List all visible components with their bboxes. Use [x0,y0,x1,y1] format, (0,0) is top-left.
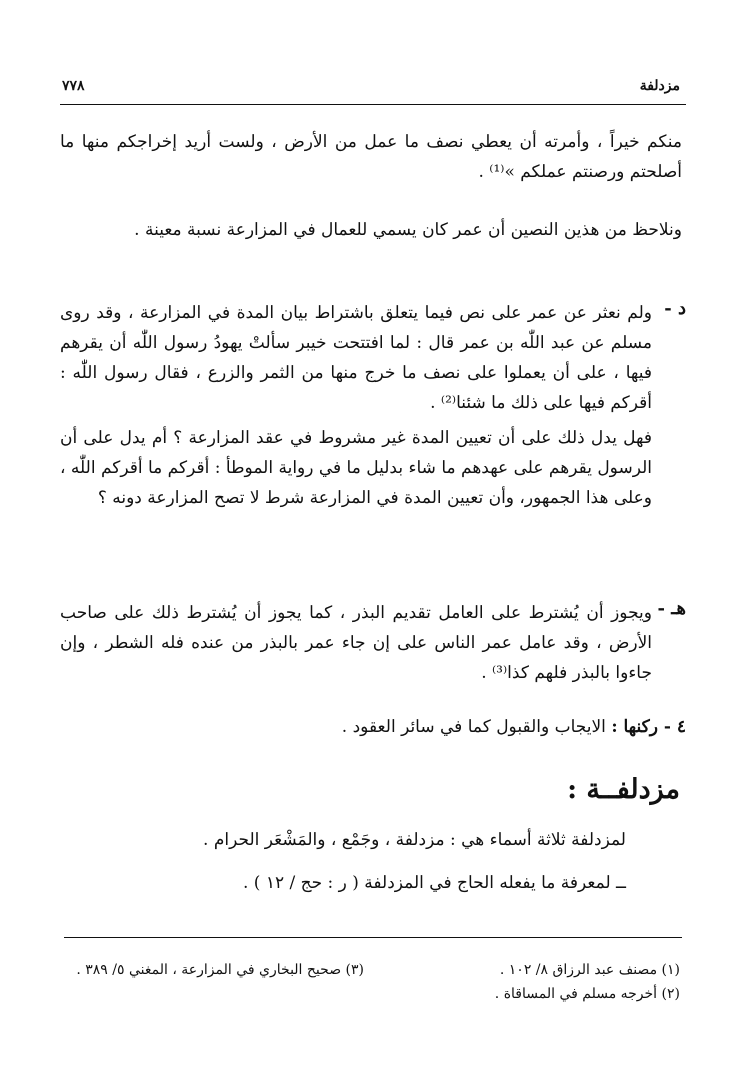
page-number: ٧٧٨ [62,78,85,94]
item-h-text: ويجوز أن يُشترط على العامل تقديم البذر ، كما يجوز أن يُشترط ذلك على صاحب الأرض ، وقد عامل عمر الناس على إن جاء عمر بالبذر من عنده فله الشطر ، وإن جاءوا بالبذر فلهم كذا⁽³⁾ . [60,603,652,683]
paragraph-quote-end: منكم خيراً ، وأمرته أن يعطي نصف ما عمل من الأرض ، ولست أريد إخراجكم منها ما أصلحتم ورصنتم عملكم »⁽¹⁾ . [60,132,682,182]
item-h-marker: هـ - [657,598,686,619]
item-d-continuation: فهل يدل ذلك على أن تعيين المدة غير مشروط في عقد المزارعة ؟ أم يدل على أن الرسول يقرهم على عهدهم ما شاء بدليل ما في رواية الموطأ : أقركم ما أقركم اللّٰه ، وعلى هذا الجمهور، وأن تعيين المدة في المزارعة شرط لا تصح المزارعة دونه ؟ [60,428,652,508]
item-4-label: ٤ - ركنها : [611,717,686,737]
section-line-names: لمزدلفة ثلاثة أسماء هي : مزدلفة ، وجَمْع ، والمَشْعَر الحرام . [203,830,626,850]
footnote-3: (٣) صحيح البخاري في المزارعة ، المغني ٥/ ٣٨٩ . [76,962,364,978]
footnotes-column-left [54,958,364,982]
section-line-reference: ــ لمعرفة ما يفعله الحاج في المزدلفة ( ر : حج / ١٢ ) . [243,873,626,893]
item-d-text: ولم نعثر عن عمر على نص فيما يتعلق باشتراط بيان المدة في المزارعة ، وقد روى مسلم عن عبد اللّٰه بن عمر قال : لما افتتحت خيبر سألتْ يهودُ رسول اللّٰه أن يقرهم فيها ، على أن يعملوا على نصف ما خرج منها من الثمر والزرع ، فقال رسول اللّٰه : أقركم فيها على ذلك ما شئنا⁽²⁾ . [60,303,652,413]
footnote-1: (١) مصنف عبد الرزاق ٨/ ١٠٢ . [499,962,680,978]
section-heading: مزدلفــة : [567,774,680,805]
footnote-2: (٢) أخرجه مسلم في المساقاة . [494,986,680,1002]
running-header-title: مزدلفة [639,78,680,94]
item-d-marker: د - [664,298,686,319]
footnote-rule [64,937,682,938]
footnotes-column-right [380,958,680,1006]
paragraph-observation: ونلاحظ من هذين النصين أن عمر كان يسمي للعمال في المزارعة نسبة معينة . [134,220,682,240]
item-4-text: الايجاب والقبول كما في سائر العقود . [341,717,606,737]
header-rule [60,104,686,105]
item-4 [60,712,686,742]
